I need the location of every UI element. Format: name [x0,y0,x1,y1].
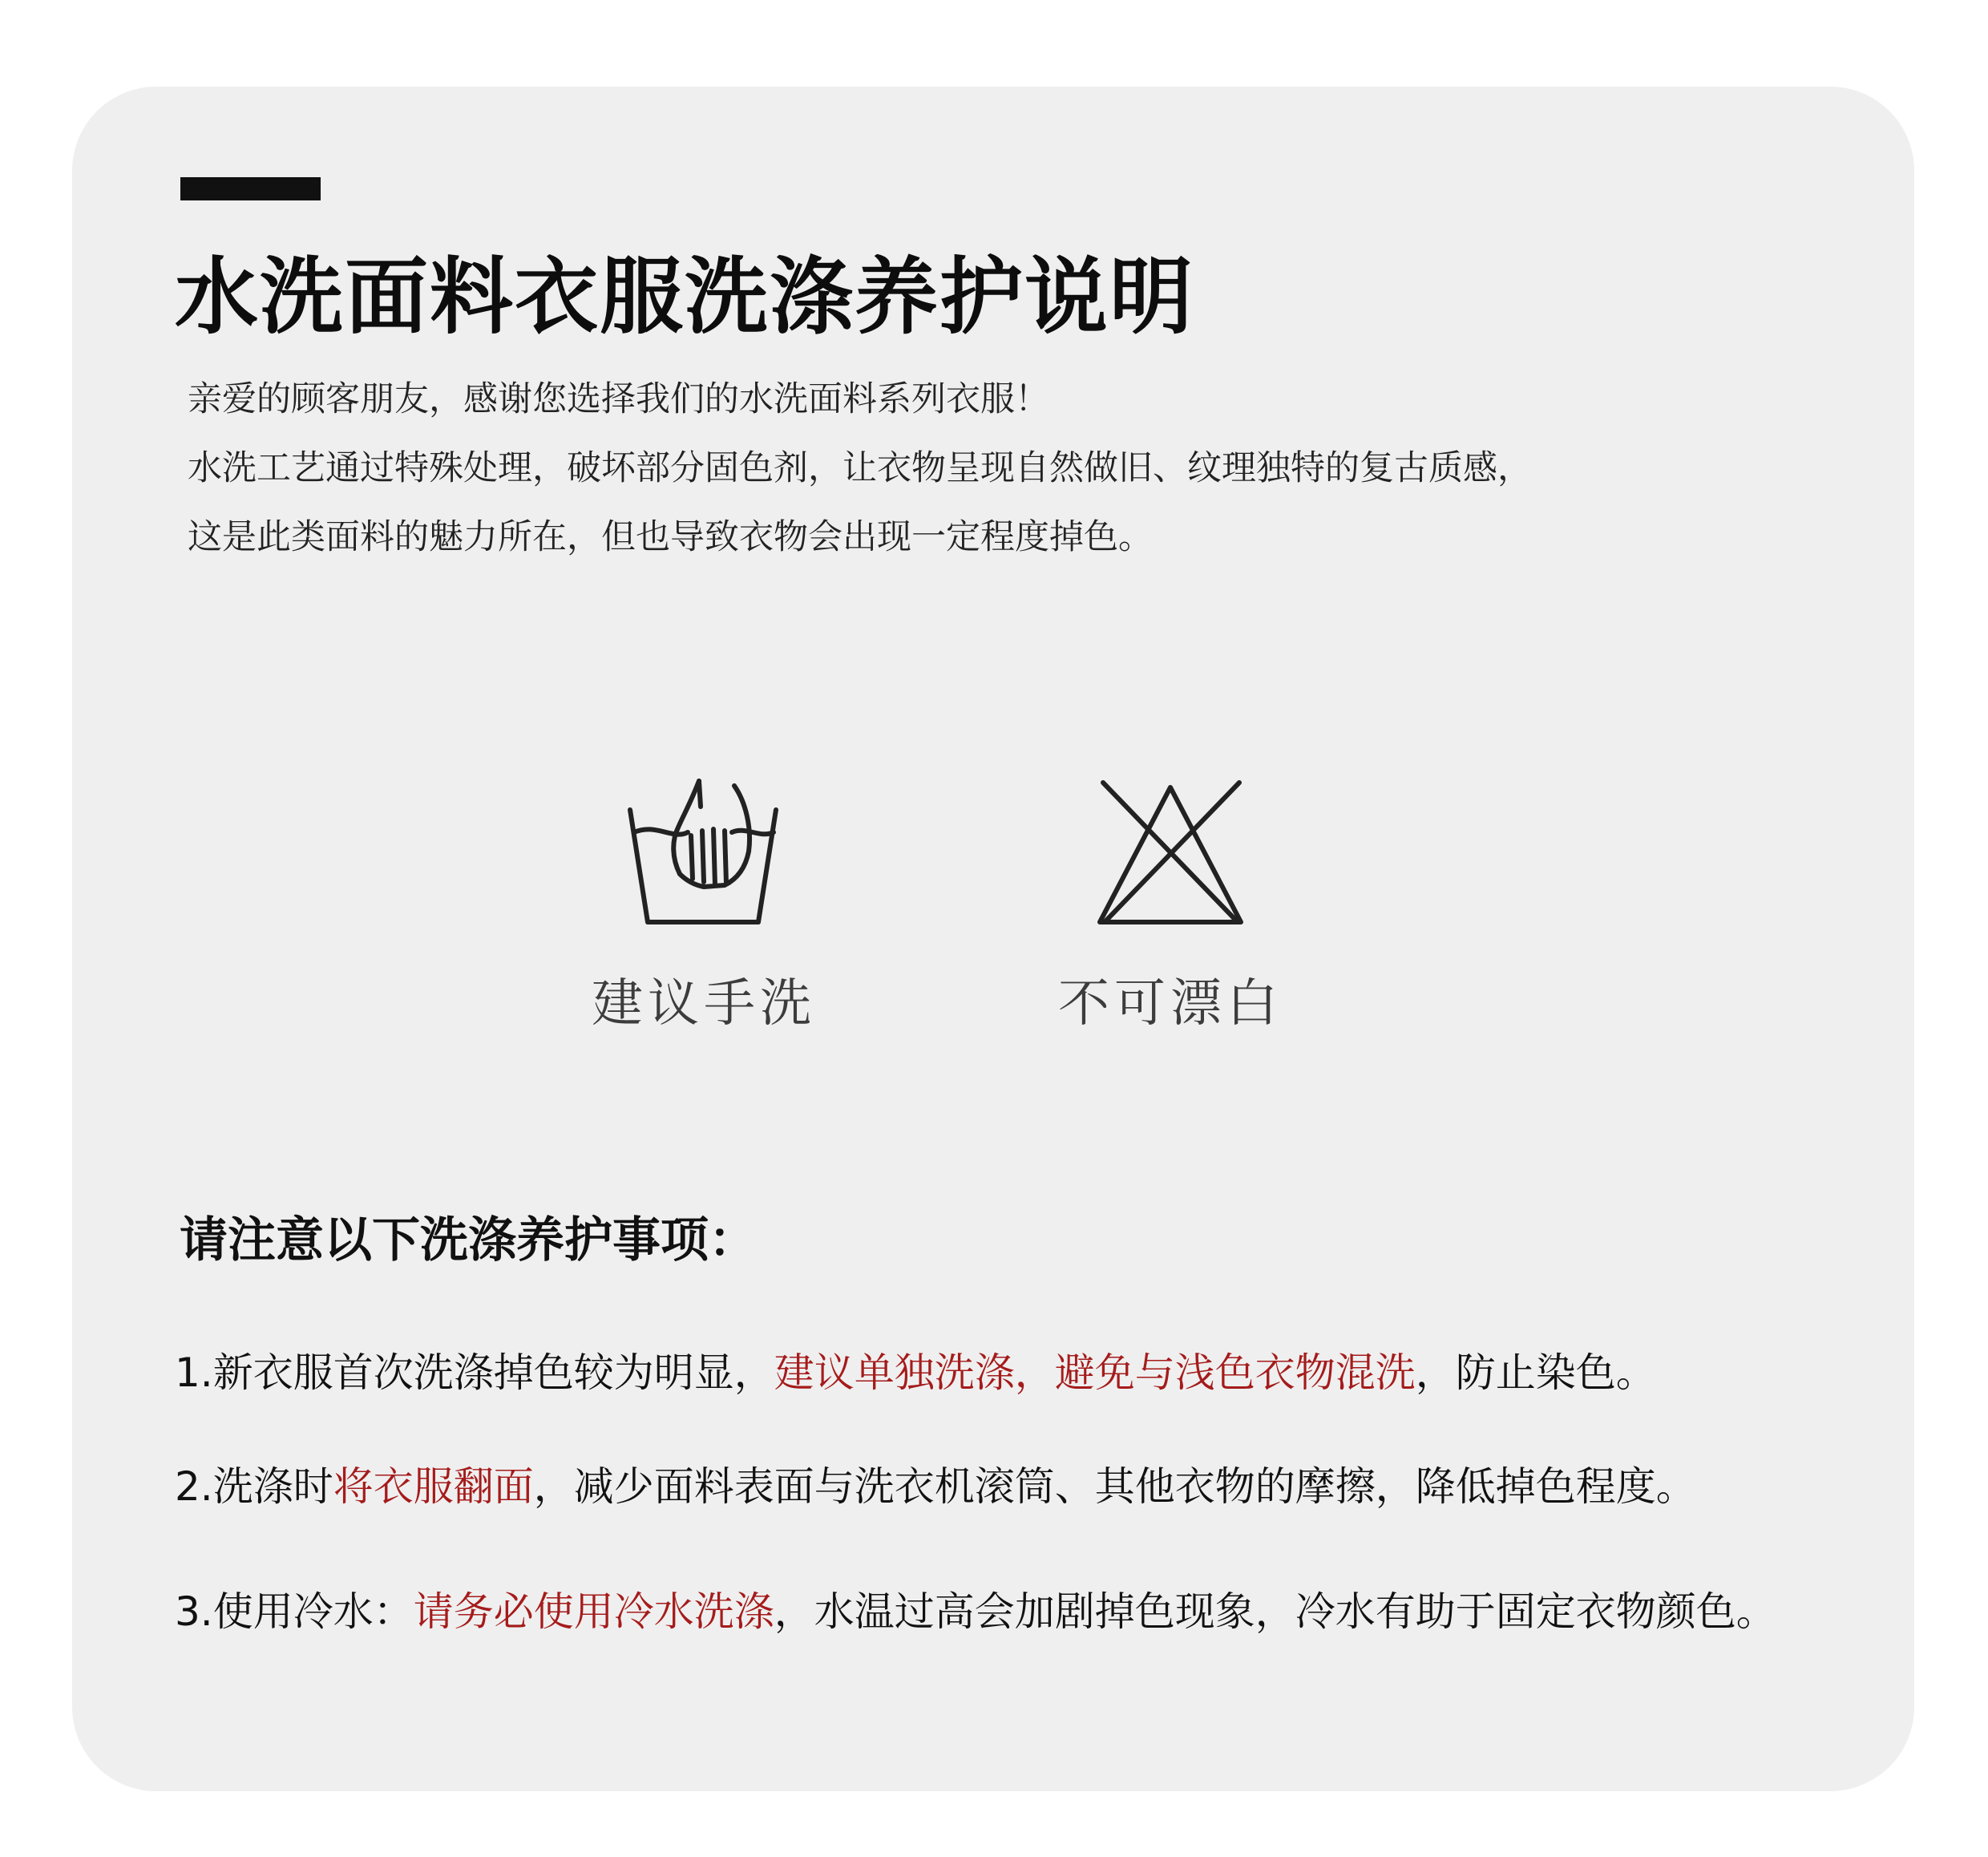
note-item [175,1341,1656,1405]
intro-line: 这是此类面料的魅力所在，但也导致衣物会出现一定程度掉色。 [188,517,1153,557]
note-text: 1.新衣服首次洗涤掉色较为明显， [175,1349,774,1396]
no-bleach-item [1050,778,1291,1036]
note-highlight: 请务必使用冷水洗涤 [413,1588,774,1635]
note-highlight: 建议单独洗涤，避免与浅色衣物混洗 [774,1349,1416,1396]
note-text: ，水温过高会加剧掉色现象，冷水有助于固定衣物颜色。 [774,1588,1776,1635]
note-highlight: 将衣服翻面 [333,1463,534,1510]
no-bleach-label: 不可漂白 [1058,974,1283,1034]
intro-line: 亲爱的顾客朋友，感谢您选择我们的水洗面料系列衣服！ [188,379,1049,419]
title-accent-bar [180,177,321,200]
hand-wash-icon [624,778,784,930]
note-text: ，防止染色。 [1415,1349,1656,1396]
hand-wash-item [584,778,824,1036]
hand-wash-label: 建议手洗 [592,974,816,1034]
note-text: 2.洗涤时 [175,1463,333,1510]
note-item [175,1454,1696,1519]
intro-text [188,365,1532,572]
intro-line: 水洗工艺通过特殊处理，破坏部分固色剂，让衣物呈现自然做旧、纹理独特的复古质感， [188,448,1532,488]
no-bleach-icon [1090,778,1251,930]
page-title: 水洗面料衣服洗涤养护说明 [175,248,1195,346]
note-item [175,1580,1776,1644]
notes-heading: 请注意以下洗涤养护事项： [180,1212,757,1268]
note-text: ，减少面料表面与洗衣机滚筒、其他衣物的摩擦，降低掉色程度。 [533,1463,1696,1510]
note-text: 3.使用冷水： [175,1588,414,1635]
